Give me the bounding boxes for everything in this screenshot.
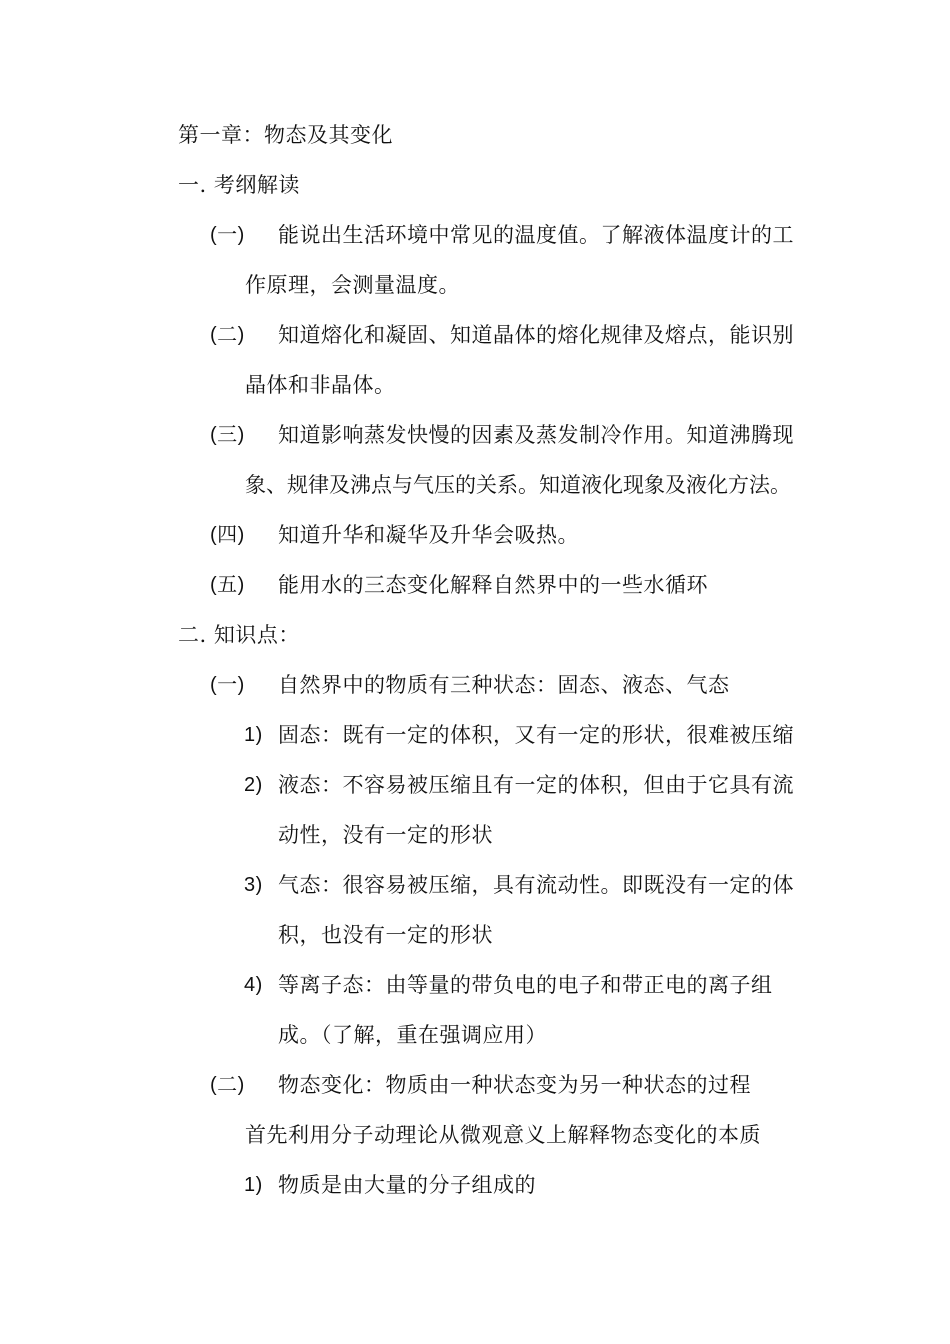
item-text: 动性，没有一定的形状 — [278, 823, 493, 847]
item-text: 知道熔化和凝固、知道晶体的熔化规律及熔点，能识别 — [278, 323, 794, 347]
item-text: 能说出生活环境中常见的温度值。了解液体温度计的工 — [278, 223, 794, 247]
item-marker: (二) — [210, 1074, 245, 1096]
item-marker: 3) — [244, 874, 263, 896]
item-text: 成。（了解，重在强调应用） — [278, 1023, 547, 1047]
item-text: 象、规律及沸点与气压的关系。知道液化现象及液化方法。 — [245, 473, 791, 497]
item-text: 能用水的三态变化解释自然界中的一些水循环 — [278, 573, 708, 597]
item-text: 知道影响蒸发快慢的因素及蒸发制冷作用。知道沸腾现 — [278, 423, 794, 447]
item-marker: (二) — [210, 324, 245, 346]
item-marker: (四) — [210, 524, 245, 546]
item-text: 物质是由大量的分子组成的 — [278, 1173, 536, 1197]
item-text: 积，也没有一定的形状 — [278, 923, 493, 947]
item-marker: (一) — [210, 224, 245, 246]
item-marker: 1) — [244, 724, 263, 746]
item-text: 等离子态：由等量的带负电的电子和带正电的离子组 — [278, 973, 773, 997]
item-marker: 1) — [244, 1174, 263, 1196]
item-text: 首先利用分子动理论从微观意义上解释物态变化的本质 — [245, 1123, 761, 1147]
document-page: 第一章：物态及其变化 一. 考纲解读 (一) 能说出生活环境中常见的温度值。了解液体温度计的工 作原理，会测量温度。 (二) 知道熔化和凝固、知道晶体的熔化规律及熔点，能识别 晶体和非晶体。 (三) 知道影响蒸发快慢的因素及蒸发制冷作用。知道沸腾现 象、规律及沸点与气压的关系。知道液化现象及液化方法。 (四) 知道升华和凝华及升华会吸热。 (五) 能用水的三态变化解释自然界中的一些水循环 二. 知识点： (一) 自然界中的物质有三种状态：固态、液态、气态 1) 固态：既有一定的体积，又有一定的形状，很难被压缩 2) 液态：不容易被压缩且有一定的体积，但由于它具有流 动性，没有一定的形状 3) 气态：很容易被压缩，具有流动性。即既没有一定的体 积，也没有一定的形状 4) 等离子态：由等量的带负电的电子和带正电的离子组 成。（了解，重在强调应用） (二) 物态变化：物质由一种状态变为另一种状态的过程 首先利用分子动理论从微观意义上解释物态变化的本质 1) 物质是由大量的分子组成的 — [0, 0, 950, 1344]
item-text: 固态：既有一定的体积，又有一定的形状，很难被压缩 — [278, 723, 794, 747]
item-marker: (五) — [210, 574, 245, 596]
item-text: 物态变化：物质由一种状态变为另一种状态的过程 — [278, 1073, 751, 1097]
item-text: 晶体和非晶体。 — [245, 373, 396, 397]
item-marker: (一) — [210, 674, 245, 696]
item-marker: 4) — [244, 974, 263, 996]
item-marker: (三) — [210, 424, 245, 446]
item-text: 知道升华和凝华及升华会吸热。 — [278, 523, 579, 547]
item-text: 作原理，会测量温度。 — [245, 273, 460, 297]
item-text: 气态：很容易被压缩，具有流动性。即既没有一定的体 — [278, 873, 794, 897]
item-text: 液态：不容易被压缩且有一定的体积，但由于它具有流 — [278, 773, 794, 797]
item-marker: 2) — [244, 774, 263, 796]
item-text: 自然界中的物质有三种状态：固态、液态、气态 — [278, 673, 730, 697]
